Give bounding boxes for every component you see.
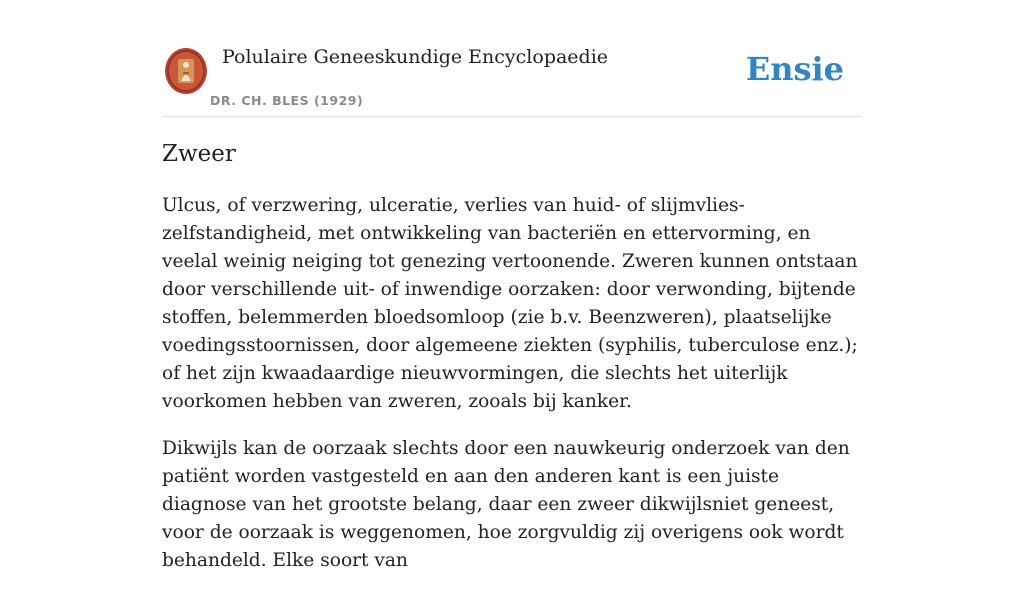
site-header — [162, 40, 862, 117]
article-title: Zweer — [162, 141, 236, 167]
article-body — [162, 192, 867, 594]
article-paragraph: Dikwijls kan de oorzaak slechts door een nauwkeurig onderzoek van den patiënt worden vastgesteld en aan den anderen kant is een juiste diagnose van het grootste belang, daar een zweer dikwijlsniet geneest, voor de oorzaak is weggenomen, hoe zorgvuldig zij overigens ook wordt behandeld. Elke soort van — [162, 438, 850, 571]
ensie-logo[interactable]: Ensie — [745, 50, 844, 88]
book-cover-icon[interactable] — [164, 47, 208, 95]
book-author: DR. CH. BLES (1929) — [210, 93, 364, 108]
book-title[interactable]: Polulaire Geneeskundige Encyclopaedie — [222, 46, 609, 68]
article-paragraph: Ulcus, of verzwering, ulceratie, verlies van huid- of slijmvlies-zelfstandigheid, met ontwikkeling van bacteriën en ettervorming, en veelal weinig neiging tot genezing vertoonende. Zweren kunnen ontstaan door verschillende uit- of inwendige oorzaken: door verwonding, bijtende stoffen, belemmerden bloedsomloop (zie b.v. Beenzweren), plaatselijke voedingsstoornissen, door algemeene ziekten (syphilis, tuberculose enz.); of het zijn kwaadaardige nieuwvormingen, die slechts het uiterlijk voorkomen hebben van zweren, zooals bij kanker. — [162, 195, 858, 412]
